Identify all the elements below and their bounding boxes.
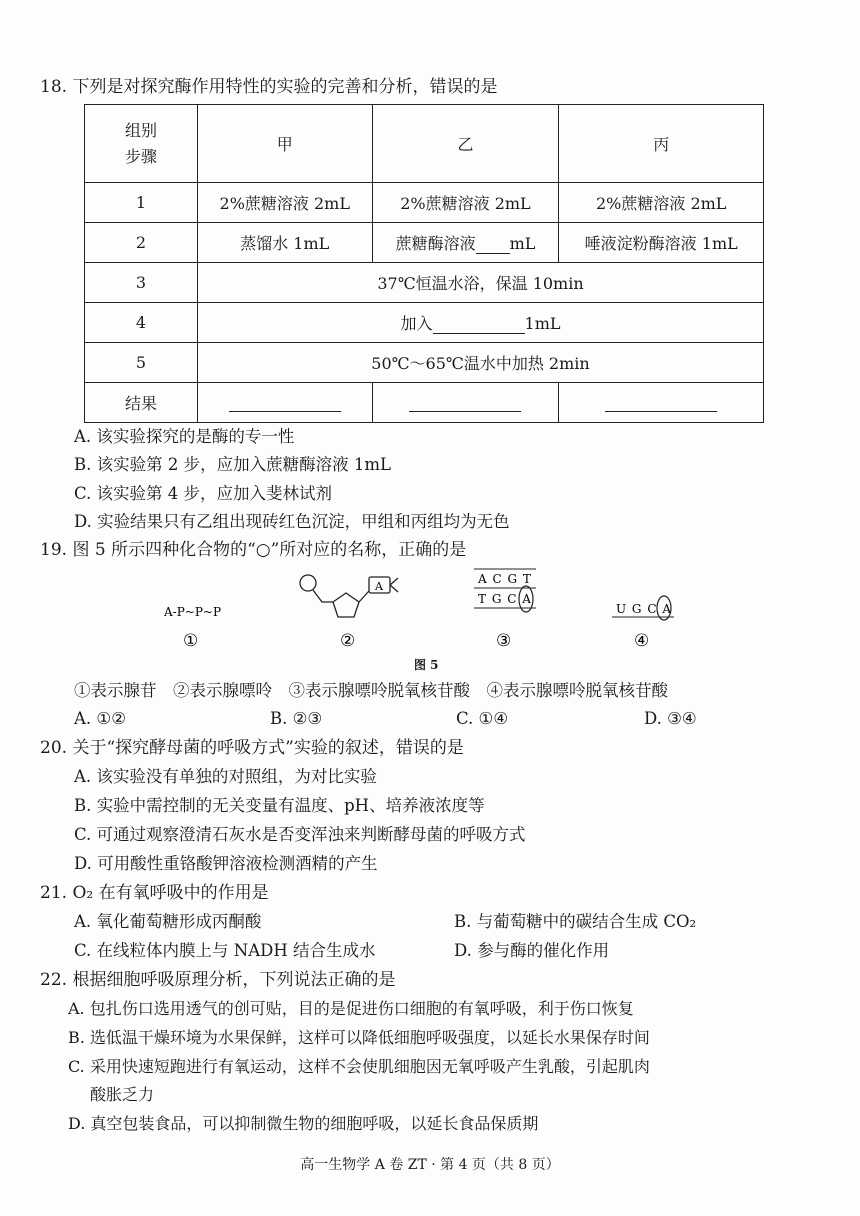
q20-option-c: C. 可通过观察澄清石灰水是否变浑浊来判断酵母菌的呼吸方式 [74,825,526,844]
cell-unit: mL [509,234,536,253]
corner-step-label: 步骤 [124,146,157,166]
compound-3-number: ③ [496,631,512,651]
compound-4-number: ④ [634,631,650,651]
q18-option-d: D. 实验结果只有乙组出现砖红色沉淀，甲组和丙组均为无色 [74,512,510,531]
q21-option-c: C. 在线粒体内膜上与 NADH 结合生成水 [74,941,376,960]
q19-option-d: D. ③④ [644,709,697,728]
question-21-stem: 21. O₂ 在有氧呼吸中的作用是 [40,883,269,903]
answer-blank [433,317,525,334]
question-22-stem: 22. 根据细胞呼吸原理分析，下列说法正确的是 [40,970,396,990]
table-corner [85,105,198,183]
q19-statements: ①表示腺苷 ②表示腺嘌呤 ③表示腺嘌呤脱氧核苷酸 ④表示腺嘌呤脱氧核苷酸 [74,681,668,700]
q22-option-b: B. 选低温干燥环境为水果保鲜，这样可以降低细胞呼吸强度，以延长水果保存时间 [68,1028,650,1047]
group-header-bing: 丙 [559,105,764,183]
table-row [85,263,764,303]
figure-caption: 图 5 [414,658,439,672]
group-header-yi: 乙 [372,105,559,183]
question-18-stem: 18. 下列是对探究酶作用特性的实验的完善和分析，错误的是 [40,77,498,97]
table-row [85,183,764,223]
q18-option-a: A. 该实验探究的是酶的专一性 [74,427,295,446]
step-number: 2 [85,223,198,263]
cell-text: 加入 [400,314,433,333]
step-number: 3 [85,263,198,303]
table-row [85,383,764,423]
result-cell [559,383,764,423]
step-number: 5 [85,343,198,383]
group-header-jia: 甲 [198,105,373,183]
step-number: 1 [85,183,198,223]
table-cell: 2%蔗糖溶液 2mL [559,183,764,223]
table-row [85,343,764,383]
answer-blank [476,237,510,254]
step-number: 4 [85,303,198,343]
answer-blank [409,397,521,412]
answer-blank [605,397,717,412]
table-row [85,223,764,263]
q22-option-c-continued: 酸胀乏力 [90,1085,155,1104]
table-cell: 2%蔗糖溶液 2mL [198,183,373,223]
compound-2-base: A [375,580,383,593]
q21-option-d: D. 参与酶的催化作用 [454,941,610,960]
q22-option-c: C. 采用快速短跑进行有氧运动，这样不会使肌细胞因无氧呼吸产生乳酸，引起肌肉 [68,1057,650,1076]
q20-option-b: B. 实验中需控制的无关变量有温度、pH、培养液浓度等 [74,796,485,815]
table-cell [372,223,559,263]
corner-group-label: 组别 [124,120,157,140]
q18-option-c: C. 该实验第 4 步，应加入斐林试剂 [74,484,333,503]
merged-cell: 37℃恒温水浴，保温 10min [198,263,764,303]
compound-2-number: ② [340,631,356,651]
merged-cell [198,303,764,343]
cell-text: 蔗糖酶溶液 [395,234,476,253]
q20-option-d: D. 可用酸性重铬酸钾溶液检测酒精的产生 [74,854,378,873]
q19-option-a: A. ①② [74,709,126,728]
table-row [85,303,764,343]
page-footer: 高一生物学 A 卷 ZT · 第 4 页（共 8 页） [300,1157,560,1173]
q21-option-a: A. 氧化葡萄糖形成丙酮酸 [74,912,262,931]
compound-3-bottom-strand: T G C A [478,592,532,606]
compound-4-sequence: U G C A [616,602,672,616]
question-19-stem: 19. 图 5 所示四种化合物的“○”所对应的名称，正确的是 [40,540,467,560]
q21-option-b: B. 与葡萄糖中的碳结合生成 CO₂ [454,912,697,931]
q19-option-b: B. ②③ [270,709,323,728]
q18-option-b: B. 该实验第 2 步，应加入蔗糖酶溶液 1mL [74,455,391,474]
table-cell: 蒸馏水 1mL [198,223,373,263]
figure-5 [150,566,710,666]
q19-option-c: C. ①④ [456,709,509,728]
compound-1-formula: A-P~P~P [164,605,222,619]
q20-option-a: A. 该实验没有单独的对照组，为对比实验 [74,767,377,786]
answer-blank [229,397,341,412]
result-cell [198,383,373,423]
q22-option-d: D. 真空包装食品，可以抑制微生物的细胞呼吸，以延长食品保质期 [68,1114,539,1133]
cell-text: 1mL [524,314,561,333]
table-cell: 2%蔗糖溶液 2mL [372,183,559,223]
q22-option-a: A. 包扎伤口选用透气的创可贴，目的是促进伤口细胞的有氧呼吸，利于伤口恢复 [68,999,634,1018]
result-label: 结果 [85,383,198,423]
table-cell: 唾液淀粉酶溶液 1mL [559,223,764,263]
merged-cell: 50℃～65℃温水中加热 2min [198,343,764,383]
result-cell [372,383,559,423]
compound-2-structure [300,575,398,617]
compound-3-top-strand: A C G T [478,572,532,586]
experiment-table [84,104,764,423]
compound-1-number: ① [183,631,199,651]
question-20-stem: 20. 关于“探究酵母菌的呼吸方式”实验的叙述，错误的是 [40,738,464,758]
